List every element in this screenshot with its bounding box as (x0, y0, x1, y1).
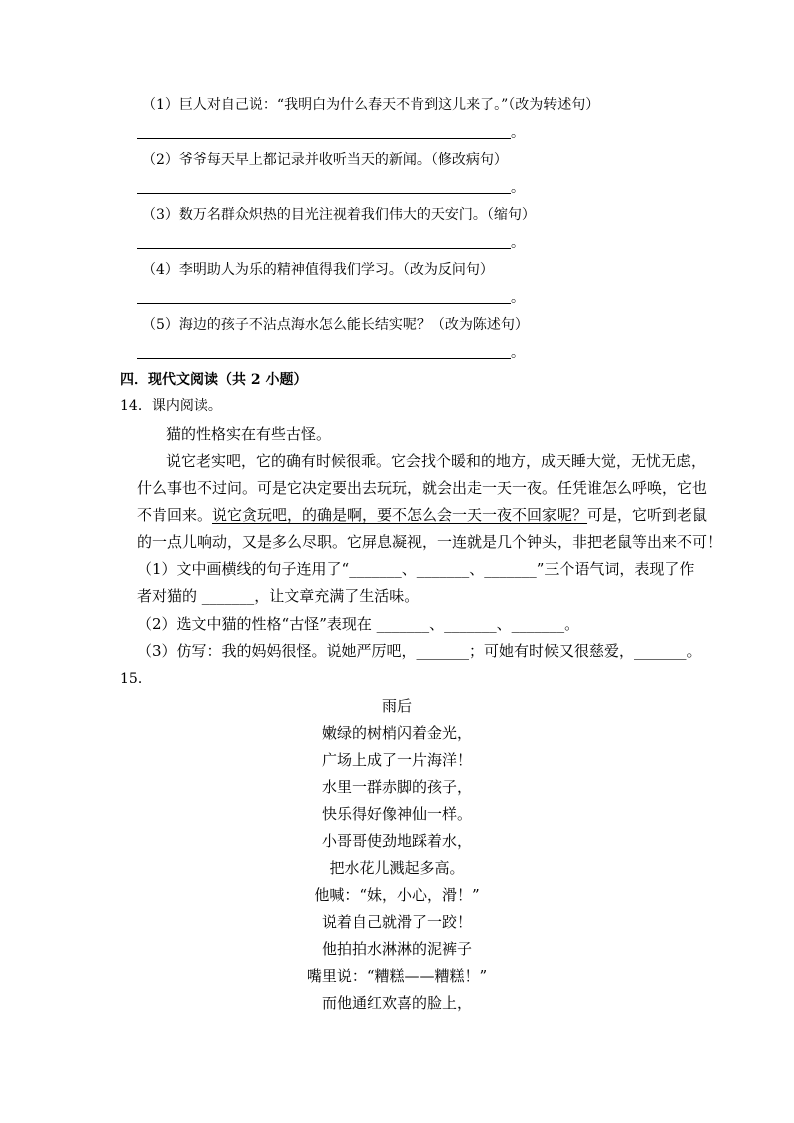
sub-question-1-cont: 者对猫的 _______，让文章充满了生活味。 (137, 587, 420, 605)
poem-line: 水里一群赤脚的孩子， (321, 778, 472, 796)
poem-line: 而他通红欢喜的脸上， (321, 994, 472, 1012)
passage-line: 说它老实吧，它的确有时候很乖。它会找个暖和的地方，成天睡大觉，无忧无虑， (166, 452, 707, 470)
section-heading: 四．现代文阅读（共 2 小题） (120, 372, 308, 388)
question-14-title: 14．课内阅读。 (120, 398, 222, 414)
poem-line: 广场上成了一片海洋！ (321, 751, 472, 769)
rewrite-prompt: （5）海边的孩子不沾点海水怎么能长结实呢？（改为陈述句） (142, 317, 529, 333)
sentence-end: 。 (511, 235, 525, 251)
poem-line: 他拍拍水淋淋的泥裤子 (321, 940, 472, 958)
rewrite-prompt: （2）爷爷每天早上都记录并收听当天的新闻。（修改病句） (142, 152, 508, 168)
answer-line[interactable] (137, 303, 511, 304)
passage-text: 可是，它听到老鼠 (587, 506, 708, 524)
sentence-end: 。 (511, 290, 525, 306)
rewrite-prompt: （4）李明助人为乐的精神值得我们学习。（改为反问句） (142, 262, 494, 278)
answer-line[interactable] (137, 193, 511, 194)
poem-line: 把水花儿溅起多高。 (329, 859, 465, 877)
answer-line[interactable] (137, 138, 511, 139)
passage-line (137, 506, 707, 524)
underlined-sentence: 说它贪玩吧，的确是啊，要不怎么会一天一夜不回家呢？ (212, 506, 588, 524)
rewrite-prompt: （1）巨人对自己说：“我明白为什么春天不肯到这儿来了。”（改为转述句） (142, 97, 600, 113)
answer-line[interactable] (137, 358, 511, 359)
sub-question-1: （1）文中画横线的句子连用了“_______、_______、_______”三个语气词，表现了作 (137, 560, 695, 578)
passage-text: 不肯回来。 (137, 506, 213, 524)
poem-line: 他喊：“妹，小心，滑！” (314, 886, 480, 904)
passage-line: 什么事也不过问。可是它决定要出去玩玩，就会出走一天一夜。任凭谁怎么呼唤，它也 (137, 479, 708, 497)
poem-line: 快乐得好像神仙一样。 (321, 805, 472, 823)
passage-paragraph-1: 猫的性格实在有些古怪。 (166, 425, 332, 443)
question-15-title: 15． (120, 671, 152, 687)
sub-question-3: （3）仿写：我的妈妈很怪。说她严厉吧，_______；可她有时候又很慈爱，_______。 (137, 642, 702, 660)
rewrite-prompt: （3）数万名群众炽热的目光注视着我们伟大的天安门。（缩句） (142, 207, 536, 223)
answer-line[interactable] (137, 248, 511, 249)
poem-title: 雨后 (381, 697, 412, 715)
poem-line: 说着自己就滑了一跤！ (321, 913, 472, 931)
poem-line: 嘴里说：“糟糕——糟糕！” (306, 967, 488, 985)
sub-question-2: （2）选文中猫的性格“古怪”表现在 _______、_______、_______。 (137, 615, 580, 633)
passage-line: 的一点儿响动，又是多么尽职。它屏息凝视，一连就是几个钟头，非把老鼠等出来不可！ (137, 533, 723, 551)
sentence-end: 。 (511, 125, 525, 141)
sentence-end: 。 (511, 180, 525, 196)
poem-line: 嫩绿的树梢闪着金光， (321, 724, 472, 742)
poem-line: 小哥哥使劲地踩着水， (321, 832, 472, 850)
sentence-end: 。 (511, 345, 525, 361)
